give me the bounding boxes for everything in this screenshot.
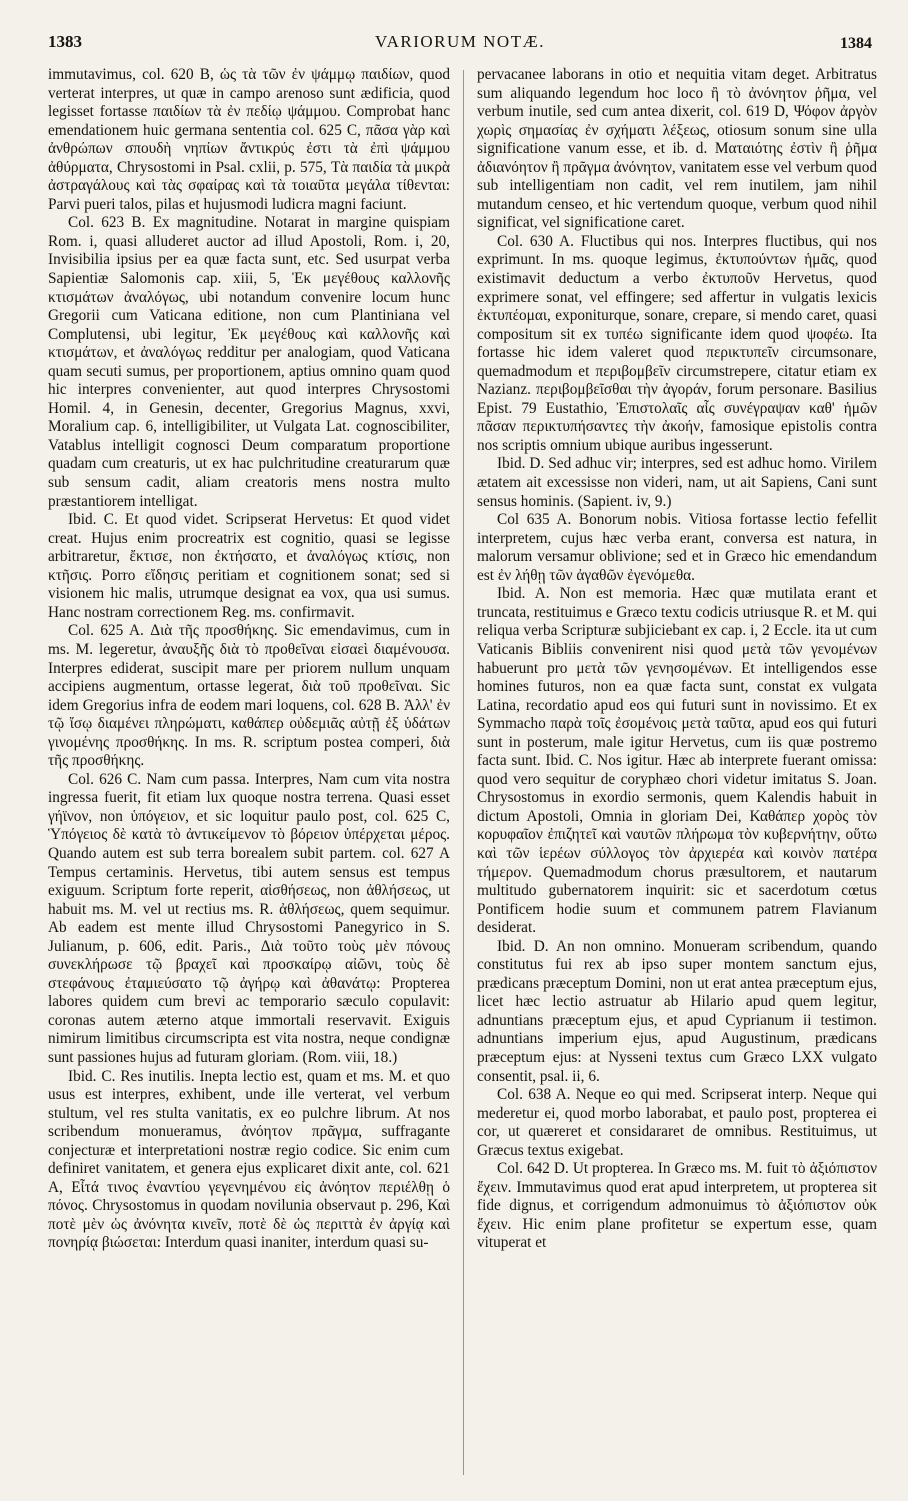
note-paragraph: Ibid. D. An non omnino. Monueram scribendum, quando constitutus fui rex ab ipso super montem sanctum ejus, prædicans præceptum Domini, non ut erat antea præceptum ejus, licet hæc lectio astruatur ab Hilario apud quem legitur, adnuntians præceptum ejus, et apud Cyprianum ii testimon. adnuntians imperium ejus, apud Augustinum, prædicans præceptum ejus: at Nysseni textus cum Græco LXX vulgato consentit, psal. ii, 6. — [477, 937, 877, 1085]
note-paragraph: Col. 625 A. Διὰ τῆς προσθήκης. Sic emendavimus, cum in ms. M. legeretur, ἀναυξῆς διὰ τὸ προθεῖναι εἰσαεὶ διαμένουσα. Interpres ediderat, suscipit mare per priorem nullum unquam accipiens augmentum, ortasse legerat, διὰ τοῦ προθεῖναι. Sic idem Gregorius infra de eodem mari loquens, col. 628 B. Ἀλλ' ἐν τῷ ἴσῳ διαμένει πληρώματι, καθάπερ οὐδεμιᾶς αὐτῇ ἐξ ὑδάτων γινομένης προσθήκης. In ms. R. scriptum postea comperi, διὰ τῆς προσθήκης. — [48, 622, 450, 770]
note-paragraph: Ibid. D. Sed adhuc vir; interpres, sed est adhuc homo. Virilem ætatem ait excessisse non videri, nam, ut ait Sapiens, Cani sunt sensus hominis. (Sapient. iv, 9.) — [477, 455, 877, 510]
left-column — [48, 66, 450, 1481]
note-paragraph: Col. 642 D. Ut propterea. In Græco ms. M. fuit τὸ ἀξιόπιστον ἔχειν. Immutavimus quod erat apud interpretem, ut propterea sit fide dignus, et corrigendum admonuimus τὸ ἀξιόπιστον οὐκ ἔχειν. Hic enim plane profitetur se expertum esse, quam vituperat et — [477, 1160, 877, 1252]
running-title: VARIORUM NOTÆ. — [375, 32, 545, 51]
note-paragraph: Col 635 A. Bonorum nobis. Vitiosa fortasse lectio fefellit interpretem, cujus hæc verba erant, conversa est natura, in malorum versamur oblivione; sed et in Græco hic emendandum est ἐν λήθῃ τῶν ἀγαθῶν ἐγενόμεθα. — [477, 511, 877, 584]
right-column — [477, 66, 877, 1481]
column-divider — [463, 70, 464, 1475]
note-paragraph: Ibid. A. Non est memoria. Hæc quæ mutilata erant et truncata, restituimus e Græco textu codicis utriusque R. et M. qui reliqua verba Scripturæ subjiciebant ex cap. i, 2 Eccle. ita ut cum Vaticanis Bibliis convenirent nisi quod μετὰ τῶν γενομένων habuerunt pro μετὰ τῶν γενησομένων. Et intelligendos esse homines futuros, non ea quæ facta sunt, constat ex vulgata Latina, recordatio apud eos qui futuri sunt in novissimo. Et ex Symmacho παρὰ τοῖς ἐσομένοις μετὰ ταῦτα, apud eos qui futuri sunt in posterum, male igitur Hervetus, cum iis quæ postremo facta sunt. Ibid. C. Nos igitur. Hæc ab interprete fuerant omissa: quod vero sequitur de coryphæo chori videtur imitatus S. Joan. Chrysostomus in exordio sermonis, quem Kalendis habuit in dictum Apostoli, Omnia in gloriam Dei, Καθάπερ χορὸς τὸν κορυφαῖον ἐπιζητεῖ καὶ ναυτῶν πλήρωμα τὸν κυβερνήτην, οὕτω καὶ τῶν ἱερέων σύλλογος τὸν ἀρχιερέα καὶ κοινὸν πατέρα τήμερον. Quemadmodum chorus præsultorem, et nautarum multitudo gubernatorem inquirit: sic et sacerdotum cœtus Pontificem hodie suum et communem patrem Flavianum desiderat. — [477, 585, 877, 937]
note-paragraph: immutavimus, col. 620 B, ὡς τὰ τῶν ἐν ψάμμῳ παιδίων, quod verterat interpres, ut quæ in campo arenoso sunt ædificia, quod legisset fortasse παιδίων τὰ ἐν πεδίῳ ψάμμου. Comprobat hanc emendationem huic germana sententia col. 625 C, πᾶσα γὰρ καὶ ἀνθρώπων σπουδὴ νηπίων ἄντικρύς ἐστι τὰ ἐπὶ ψάμμου ἀθύρματα, Chrysostomi in Psal. cxlii, p. 575, Τὰ παιδία τὰ μικρὰ ἀστραγάλους καὶ τὰς σφαίρας καὶ τὰ τοιαῦτα μεγάλα τίθενται: Parvi pueri talos, pilas et hujusmodi ludicra magni faciunt. — [48, 66, 450, 213]
note-paragraph: pervacanee laborans in otio et nequitia vitam deget. Arbitratus sum aliquando legendum hoc loco ἢ τὸ ἀνόνητον ῥῆμα, vel verbum inutile, sed cum antea dixerit, col. 619 D, Ψόφον ἀργὸν χωρὶς σημασίας ἐν σχήματι λέξεως, otiosum sonum sine ulla significatione vanum esse, et ib. d. Ματαιότης ἐστὶν ἢ ῥῆμα ἀδιανόητον ἢ πρᾶγμα ἀνόνητον, vanitatem esse vel verbum quod sub intelligentiam non cadit, vel rem inutilem, jam nihil mutandum censeo, et hic vertendum quoque, verbum quod nihil significat, vel significatione caret. — [477, 66, 877, 232]
note-paragraph: Ibid. C. Et quod videt. Scripserat Hervetus: Et quod videt creat. Hujus enim procreatrix est cognitio, quasi se legisse arbitraretur, ἔκτισε, non ἐκτήσατο, et ἀναλόγως κτίσις, non κτῆσις. Porro εἴδησις peritiam et cognitionem sonat; sed si visionem hic malis, utrumque designat ea vox, qua usi sumus. Hanc nostram correctionem Reg. ms. confirmavit. — [48, 511, 450, 621]
note-paragraph: Col. 630 A. Fluctibus qui nos. Interpres fluctibus, qui nos exprimunt. In ms. quoque legimus, ἐκτυπούντων ἡμᾶς, quod existimavit deductum a verbo ἐκτυποῦν Hervetus, quod exprimere sonat, vel effingere; sed affertur in vulgatis lexicis ἐκτυπέομαι, exponiturque, sonare, crepare, si mendo caret, quasi compositum sit ex τυπέω significante idem quod ψοφέω. Ita fortasse hic idem valeret quod περικτυπεῖν circumsonare, quemadmodum et περιβομβεῖν circumstrepere, citatur etiam ex Nazianz. περιβομβεῖσθαι τὴν ἀγοράν, forum personare. Basilius Epist. 79 Eustathio, Ἐπιστολαῖς αἷς συνέγραψαν καθ' ἡμῶν πᾶσαν περικτυπήσαντες τὴν ἀκοήν, famosique epistolis contra nos scriptis omnium ubique auribus ingesserunt. — [477, 232, 877, 454]
note-paragraph: Ibid. C. Res inutilis. Inepta lectio est, quam et ms. M. et quo usus est interpres, exhibent, unde ille verterat, vel verbum stultum, vel res stulta vanitatis, ex eo pulchre librum. At nos scribendum monueramus, ἀνόητον πρᾶγμα, suffragante conjecturæ et interpretationi nostræ regio codice. Sic enim cum definiret vanitatem, et genera ejus explicaret dixit ante, col. 621 A, Εἶτά τινος ἐναντίου γεγενημένου εἰς ἀνόητον περιέλθῃ ὁ πόνος. Chrysostomus in quodam novilunia observaut p. 296, Καὶ ποτὲ μὲν ὡς ἀνόνητα κινεῖν, ποτὲ δὲ ὡς περιττὰ ἐν ἀργίᾳ καὶ πονηρίᾳ βιώσεται: Interdum quasi inaniter, interdum quasi su- — [48, 1067, 450, 1252]
note-paragraph: Col. 626 C. Nam cum passa. Interpres, Nam cum vita nostra ingressa fuerit, fit etiam lux quoque nostra terrena. Quasi esset γήϊνον, non ὑπόγειον, et sic loquitur paulo post, col. 625 C, Ὑπόγειος δὲ κατὰ τὸ ἀντικείμενον τὸ βόρειον ὑπέρχεται μέρος. Quando autem est sub terra borealem subit partem. col. 627 A Tempus certaminis. Hervetus, tibi autem sensus est tempus exiguum. Scriptum forte reperit, αἰσθήσεως, non ἀθλήσεως, ut habuit ms. M. vel ut rectius ms. R. ἀθλήσεως, quem sequimur. Ab eadem est mente illud Chrysostomi Panegyrico in S. Julianum, p. 606, edit. Paris., Διὰ τοῦτο τοὺς μὲν πόνους συνεκλήρωσε τῷ βραχεῖ καὶ προσκαίρῳ αἰῶνι, τοὺς δὲ στεφάνους ἐταμιεύσατο τῷ ἀγήρῳ καὶ ἀθανάτῳ: Propterea labores quidem cum brevi ac temporario sæculo copulavit: coronas autem æterno atque immortali reservavit. Exiguis nimirum limitibus circumscripta est vita nostra, neque condignæ sunt passiones hujus ad futuram gloriam. (Rom. viii, 18.) — [48, 770, 450, 1066]
page-number-left: 1383 — [48, 32, 82, 51]
page-number-right: 1384 — [840, 35, 872, 52]
note-paragraph: Col. 623 B. Ex magnitudine. Notarat in margine quispiam Rom. i, quasi alluderet auctor ad illud Apostoli, Rom. i, 20, Invisibilia ipsius per ea quæ facta sunt, etc. Sed usurpat verba Sapientiæ Salomonis cap. xiii, 5, Ἐκ μεγέθους καλλονῆς κτισμάτων ἀναλόγως, ubi notandum convenire locum hunc Gregorii cum Vaticana editione, non cum Plantiniana vel Complutensi, ubi legitur, Ἐκ μεγέθους καὶ καλλονῆς καὶ κτισμάτων, et ἀναλόγως redditur per analogiam, quod Vaticana quam secuti sumus, per proportionem, aptius omnino quam quod hic interpres convenienter, aut quod interpres Chrysostomi Homil. 4, in Genesin, decenter, Gregorius Magnus, xxvi, Moralium cap. 6, intelligibiliter, ut Vulgata Lat. cognoscibiliter, Vatablus intelligit cognosci Deum comparatum proportione quadam cum creaturis, ut ex hac pulchritudine creaturarum quæ sub sensum cadit, aliam creatoris mens nostra multo præstantiorem intelligat. — [48, 214, 450, 510]
note-paragraph: Col. 638 A. Neque eo qui med. Scripserat interp. Neque qui mederetur ei, quod morbo laborabat, et paulo post, propterea ei cor, ut quæreret et considararet de omnibus. Restituimus, ut Græcus textus exigebat. — [477, 1086, 877, 1159]
running-head — [48, 32, 872, 58]
